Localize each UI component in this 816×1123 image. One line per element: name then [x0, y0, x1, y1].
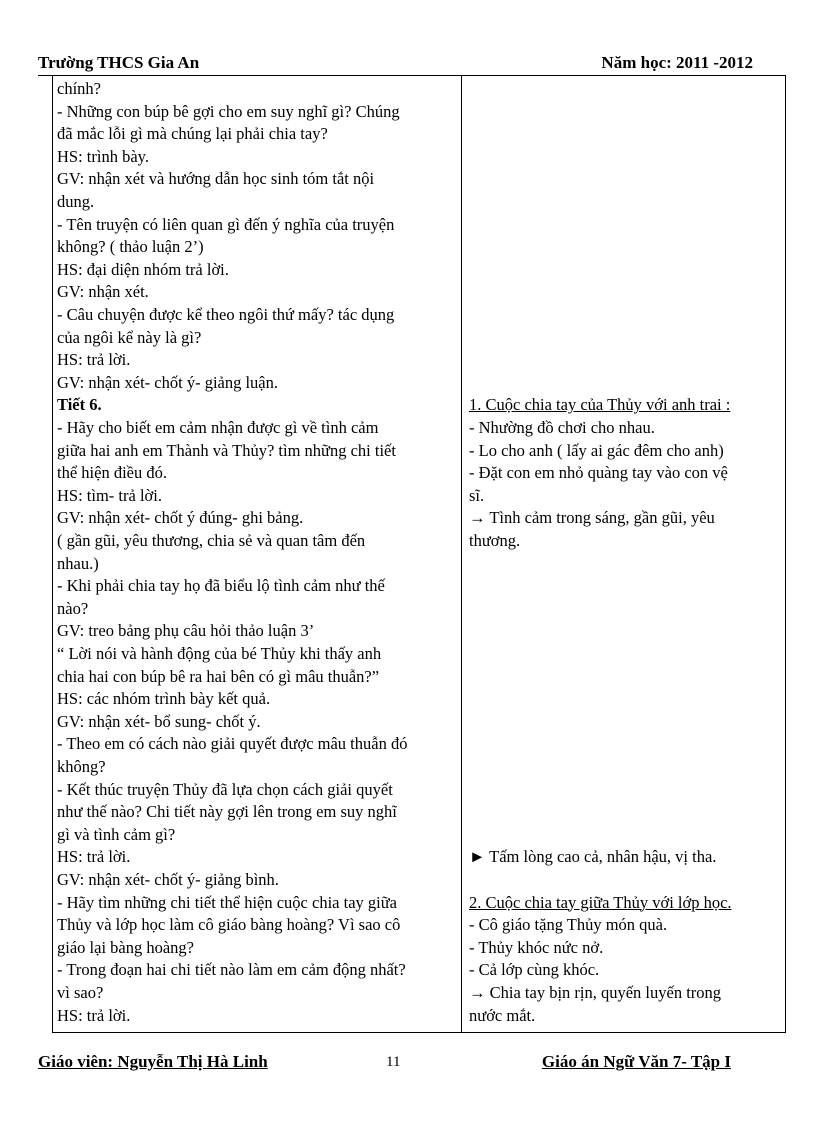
content-column — [462, 76, 785, 1032]
right-line: 2. Cuộc chia tay giữa Thủy với lớp học. — [469, 892, 732, 912]
left-line: như thế nào? Chi tiết này gợi lên trong em suy nghĩ — [57, 802, 397, 822]
right-line: - Cô giáo tặng Thủy món quà. — [469, 915, 668, 935]
right-line: → Chia tay bịn rịn, quyến luyến trong — [469, 983, 722, 1002]
right-line: - Đặt con em nhỏ quàng tay vào con vệ — [469, 463, 728, 483]
left-line: chính? — [57, 79, 101, 98]
left-line: ( gần gũi, yêu thương, chia sẻ và quan tâm đến — [57, 531, 366, 550]
left-line: GV: nhận xét. — [57, 282, 149, 302]
right-line: → Tình cảm trong sáng, gần gũi, yêu — [469, 508, 715, 528]
right-line: - Nhường đồ chơi cho nhau. — [469, 418, 655, 437]
left-line: dung. — [57, 192, 95, 211]
left-line: HS: đại diện nhóm trả lời. — [57, 259, 229, 279]
left-line: GV: nhận xét- chốt ý- giảng luận. — [57, 372, 279, 392]
left-line: của ngôi kể này là gì? — [57, 327, 202, 347]
left-line: “ Lời nói và hành động của bé Thủy khi thấy anh — [57, 644, 382, 663]
left-line: nào? — [57, 598, 89, 618]
lesson-table — [52, 75, 786, 1033]
left-line: HS: trả lời. — [57, 847, 131, 867]
left-line: - Câu chuyện được kể theo ngôi thứ mấy? tác dụng — [57, 305, 395, 324]
left-line: gì và tình cảm gì? — [57, 824, 176, 844]
left-line: HS: các nhóm trình bày kết quả. — [57, 689, 271, 709]
left-line: - Trong đoạn hai chi tiết nào làm em cảm động nhất? — [57, 960, 406, 980]
left-line: Thủy và lớp học làm cô giáo bàng hoàng? Vì sao cô — [57, 915, 401, 935]
right-line: sĩ. — [469, 485, 485, 505]
left-line: - Hãy tìm những chi tiết thể hiện cuộc chia tay giữa — [57, 892, 397, 912]
school-name: Trường THCS Gia An — [38, 53, 200, 72]
left-line: không? — [57, 757, 106, 776]
book-title: Giáo án Ngữ Văn 7- Tập I — [541, 1052, 731, 1071]
right-line: - Thủy khóc nức nở. — [469, 937, 604, 957]
right-line: nước mắt. — [469, 1005, 536, 1025]
left-line: giữa hai anh em Thành và Thủy? tìm những chi tiết — [57, 440, 396, 460]
left-line: chia hai con búp bê ra hai bên có gì mâu thuẫn?” — [57, 666, 380, 686]
page-header — [38, 53, 753, 76]
left-line: HS: trả lời. — [57, 350, 131, 370]
left-line: - Những con búp bê gợi cho em suy nghĩ gì? Chúng — [57, 101, 400, 121]
left-line: GV: treo bảng phụ câu hỏi thảo luận 3’ — [57, 621, 315, 641]
school-year: Năm học: 2011 -2012 — [601, 53, 753, 72]
left-line: giáo lại bàng hoàng? — [57, 937, 194, 957]
left-line: GV: nhận xét- chốt ý đúng- ghi bảng. — [57, 508, 304, 528]
left-line: vì sao? — [57, 983, 104, 1002]
left-line: - Theo em có cách nào giải quyết được mâu thuẫn đó — [57, 734, 408, 754]
teacher-name: Giáo viên: Nguyễn Thị Hà Linh — [38, 1052, 268, 1071]
left-line: nhau.) — [57, 553, 99, 573]
left-line: đã mắc lỗi gì mà chúng lại phải chia tay? — [57, 124, 328, 144]
left-line: thể hiện điều đó. — [57, 463, 167, 483]
left-line: - Tên truyện có liên quan gì đến ý nghĩa của truyện — [57, 214, 395, 234]
page-footer — [38, 1052, 731, 1076]
left-line: Tiết 6. — [57, 395, 102, 415]
left-line: - Kết thúc truyện Thủy đã lựa chọn cách giải quyết — [57, 779, 393, 799]
right-line: thương. — [469, 531, 521, 550]
left-line: GV: nhận xét- chốt ý- giảng bình. — [57, 870, 279, 889]
right-line: - Lo cho anh ( lấy ai gác đêm cho anh) — [469, 440, 724, 460]
left-line: GV: nhận xét- bổ sung- chốt ý. — [57, 711, 261, 731]
left-line: - Khi phải chia tay họ đã biểu lộ tình cảm như thế — [57, 576, 385, 596]
left-line: không? ( thảo luận 2’) — [57, 237, 204, 257]
right-line: ► Tấm lòng cao cả, nhân hậu, vị tha. — [469, 847, 717, 867]
left-line: HS: tìm- trả lời. — [57, 485, 162, 505]
page-number: 11 — [386, 1054, 401, 1070]
activities-column — [53, 76, 462, 1032]
left-line: HS: trả lời. — [57, 1005, 131, 1025]
left-line: HS: trình bày. — [57, 146, 149, 166]
right-line: 1. Cuộc chia tay của Thủy với anh trai : — [469, 395, 731, 415]
left-line: GV: nhận xét và hướng dẫn học sinh tóm tắt nội — [57, 169, 375, 189]
right-line: - Cả lớp cùng khóc. — [469, 960, 600, 980]
left-line: - Hãy cho biết em cảm nhận được gì về tình cảm — [57, 418, 379, 437]
